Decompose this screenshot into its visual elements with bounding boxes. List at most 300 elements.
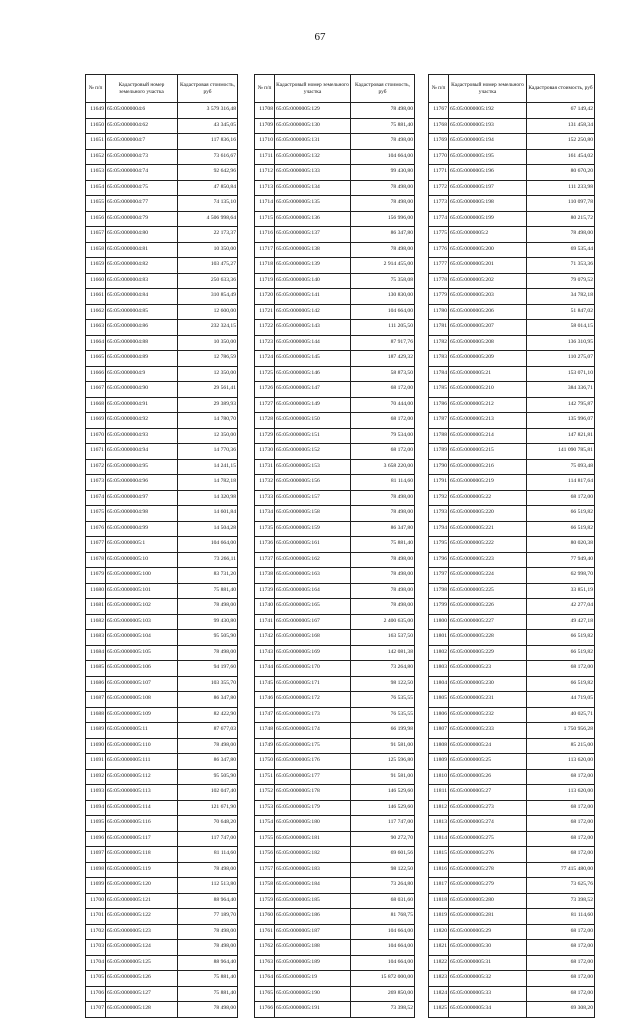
row-number: 11665 (86, 351, 106, 367)
cadastral-cost: 98 122,50 (351, 676, 415, 692)
cadastral-cost: 77 949,40 (527, 552, 595, 568)
cadastral-cost: 10 350,00 (178, 335, 238, 351)
header-cost: Кадастровая стоимость, руб (178, 75, 238, 103)
row-number: 11716 (255, 227, 275, 243)
row-number: 11735 (255, 521, 275, 537)
table-row (429, 552, 595, 568)
row-number: 11671 (86, 444, 106, 460)
cadastral-cost: 66 519,82 (527, 506, 595, 522)
cadastral-cost: 112 513,80 (178, 878, 238, 894)
row-number: 11768 (429, 118, 449, 134)
table-header-row (86, 75, 238, 103)
table-row (255, 382, 415, 398)
row-number: 11700 (86, 893, 106, 909)
row-number: 11737 (255, 552, 275, 568)
cadastral-cost: 117 747,00 (178, 831, 238, 847)
cadastral-cost: 88 964,40 (178, 893, 238, 909)
table-row (429, 692, 595, 708)
cadastral-cost: 81 114,60 (527, 909, 595, 925)
cadastral-number: 65:05:0000005:175 (275, 738, 351, 754)
row-number: 11722 (255, 320, 275, 336)
table-row (255, 893, 415, 909)
row-number: 11755 (255, 831, 275, 847)
header-cost: Кадастровая стоимость, руб (527, 75, 595, 103)
row-number: 11649 (86, 103, 106, 119)
table-row (429, 180, 595, 196)
cadastral-number: 65:05:0000005:135 (275, 196, 351, 212)
cadastral-number: 65:05:0000005:131 (275, 134, 351, 150)
cadastral-number: 65:05:0000005:223 (449, 552, 527, 568)
cadastral-number: 65:05:0000004:86 (106, 320, 178, 336)
row-number: 11702 (86, 924, 106, 940)
cadastral-cost: 66 519,82 (527, 676, 595, 692)
cadastral-cost: 79 079,52 (527, 273, 595, 289)
cadastral-cost: 142 795,87 (527, 397, 595, 413)
cadastral-number: 65:05:0000005:146 (275, 366, 351, 382)
table-row (255, 630, 415, 646)
table-row (255, 506, 415, 522)
row-number: 11668 (86, 397, 106, 413)
cadastral-cost: 81 114,60 (178, 847, 238, 863)
table-row (255, 692, 415, 708)
cadastral-cost: 82 422,90 (178, 707, 238, 723)
cadastral-number: 65:05:0000005:126 (106, 971, 178, 987)
cadastral-cost: 4 506 998,64 (178, 211, 238, 227)
row-number: 11680 (86, 583, 106, 599)
row-number: 11723 (255, 335, 275, 351)
row-number: 11698 (86, 862, 106, 878)
cadastral-cost: 14 320,98 (178, 490, 238, 506)
cadastral-cost: 232 324,15 (178, 320, 238, 336)
table-row (86, 506, 238, 522)
cadastral-cost: 83 731,20 (178, 568, 238, 584)
cadastral-cost: 58 014,15 (527, 320, 595, 336)
cadastral-cost: 78 498,00 (178, 1002, 238, 1018)
cadastral-cost: 81 114,60 (351, 475, 415, 491)
cadastral-number: 65:05:0000005:102 (106, 599, 178, 615)
cadastral-cost: 78 498,00 (351, 242, 415, 258)
table-row (429, 924, 595, 940)
cadastral-cost: 40 025,71 (527, 707, 595, 723)
table-row (429, 1002, 595, 1018)
cadastral-cost: 78 498,00 (178, 738, 238, 754)
table-row (429, 831, 595, 847)
header-cadastral: Кадастровый номер земельного участка (275, 75, 351, 103)
cadastral-number: 65:05:0000005:125 (106, 955, 178, 971)
cadastral-number: 65:05:0000005:136 (275, 211, 351, 227)
table-row (255, 258, 415, 274)
row-number: 11717 (255, 242, 275, 258)
table-row (255, 754, 415, 770)
cadastral-cost: 14 782,18 (178, 475, 238, 491)
table-row (255, 103, 415, 119)
cadastral-cost: 250 633,36 (178, 273, 238, 289)
table-row (86, 800, 238, 816)
cadastral-number: 65:05:0000005:157 (275, 490, 351, 506)
table-row (429, 676, 595, 692)
cadastral-number: 65:05:0000005:141 (275, 289, 351, 305)
cadastral-cost: 102 047,40 (178, 785, 238, 801)
cadastral-number: 65:05:0000005:192 (449, 103, 527, 119)
row-number: 11797 (429, 568, 449, 584)
table-row (255, 366, 415, 382)
cadastral-number: 65:05:0000005:198 (449, 196, 527, 212)
row-number: 11793 (429, 506, 449, 522)
row-number: 11689 (86, 723, 106, 739)
cadastral-number: 65:05:0000005:190 (275, 986, 351, 1002)
table-row (429, 242, 595, 258)
cadastral-cost: 78 498,00 (351, 583, 415, 599)
cadastral-number: 65:05:0000005:32 (449, 971, 527, 987)
table-row (86, 1002, 238, 1018)
cadastral-number: 65:05:0000005:183 (275, 862, 351, 878)
row-number: 11782 (429, 335, 449, 351)
row-number: 11752 (255, 785, 275, 801)
row-number: 11650 (86, 118, 106, 134)
cadastral-cost: 2 400 635,00 (351, 614, 415, 630)
cadastral-number: 65:05:0000005:110 (106, 738, 178, 754)
table-row (429, 738, 595, 754)
table-row (86, 630, 238, 646)
table-row (429, 971, 595, 987)
cadastral-cost: 117 747,00 (351, 816, 415, 832)
cadastral-cost: 110 097,78 (527, 196, 595, 212)
cadastral-cost: 62 998,70 (527, 568, 595, 584)
table-row (86, 754, 238, 770)
cadastral-cost: 70 648,20 (178, 816, 238, 832)
row-number: 11661 (86, 289, 106, 305)
row-number: 11771 (429, 165, 449, 181)
cadastral-number: 65:05:0000005:216 (449, 459, 527, 475)
cadastral-number: 65:05:0000005:145 (275, 351, 351, 367)
table-row (86, 490, 238, 506)
table-row (86, 583, 238, 599)
cadastral-number: 65:05:0000004:83 (106, 273, 178, 289)
cadastral-cost: 187 429,32 (351, 351, 415, 367)
cadastral-cost: 22 173,37 (178, 227, 238, 243)
cadastral-cost: 78 498,00 (351, 196, 415, 212)
table-row (255, 304, 415, 320)
table-row (429, 583, 595, 599)
cadastral-cost: 86 347,80 (178, 692, 238, 708)
row-number: 11710 (255, 134, 275, 150)
cadastral-cost: 69 601,56 (351, 847, 415, 863)
row-number: 11713 (255, 180, 275, 196)
table-row (429, 537, 595, 553)
row-number: 11729 (255, 428, 275, 444)
cadastral-number: 65:05:0000004:89 (106, 351, 178, 367)
row-number: 11720 (255, 289, 275, 305)
row-number: 11790 (429, 459, 449, 475)
cadastral-number: 65:05:0000005:275 (449, 831, 527, 847)
cadastral-cost: 85 215,00 (527, 738, 595, 754)
cadastral-cost: 86 347,80 (351, 227, 415, 243)
row-number: 11743 (255, 645, 275, 661)
cadastral-number: 65:05:0000005:119 (106, 862, 178, 878)
cadastral-number: 65:05:0000005:121 (106, 893, 178, 909)
table-row (86, 847, 238, 863)
table-row (429, 382, 595, 398)
cadastral-cost: 12 350,00 (178, 366, 238, 382)
table-row (86, 769, 238, 785)
cadastral-number: 65:05:0000005:108 (106, 692, 178, 708)
cadastral-cost: 146 529,60 (351, 800, 415, 816)
cadastral-number: 65:05:0000005:212 (449, 397, 527, 413)
table-row (429, 351, 595, 367)
cadastral-number: 65:05:0000005:156 (275, 475, 351, 491)
row-number: 11799 (429, 599, 449, 615)
cadastral-cost: 310 854,49 (178, 289, 238, 305)
cadastral-number: 65:05:0000005:224 (449, 568, 527, 584)
row-number: 11696 (86, 831, 106, 847)
row-number: 11802 (429, 645, 449, 661)
cadastral-table-2 (254, 74, 415, 1018)
cadastral-number: 65:05:0000005:122 (106, 909, 178, 925)
row-number: 11660 (86, 273, 106, 289)
row-number: 11692 (86, 769, 106, 785)
cadastral-number: 65:05:0000005:165 (275, 599, 351, 615)
cadastral-cost: 78 498,00 (178, 924, 238, 940)
row-number: 11780 (429, 304, 449, 320)
row-number: 11742 (255, 630, 275, 646)
cadastral-number: 65:05:0000005:149 (275, 397, 351, 413)
cadastral-number: 65:05:0000004:93 (106, 428, 178, 444)
row-number: 11807 (429, 723, 449, 739)
cadastral-number: 65:05:0000004:62 (106, 118, 178, 134)
cadastral-number: 65:05:0000005:140 (275, 273, 351, 289)
cadastral-number: 65:05:0000005:193 (449, 118, 527, 134)
cadastral-number: 65:05:0000005:29 (449, 924, 527, 940)
table-row (255, 211, 415, 227)
table-row (86, 103, 238, 119)
table-row (86, 273, 238, 289)
row-number: 11711 (255, 149, 275, 165)
page-number: 67 (314, 31, 326, 43)
row-number: 11730 (255, 444, 275, 460)
cadastral-cost: 14 770,36 (178, 444, 238, 460)
row-number: 11706 (86, 986, 106, 1002)
cadastral-cost: 141 090 785,81 (527, 444, 595, 460)
row-number: 11746 (255, 692, 275, 708)
row-number: 11825 (429, 1002, 449, 1018)
cadastral-number: 65:05:0000005:222 (449, 537, 527, 553)
row-number: 11796 (429, 552, 449, 568)
table-row (429, 211, 595, 227)
table-row (255, 227, 415, 243)
cadastral-number: 65:05:0000005:152 (275, 444, 351, 460)
table-row (86, 940, 238, 956)
cadastral-cost: 76 535,55 (351, 692, 415, 708)
table-row (429, 630, 595, 646)
cadastral-number: 65:05:0000005:225 (449, 583, 527, 599)
cadastral-number: 65:05:0000004:90 (106, 382, 178, 398)
cadastral-cost: 92 642,96 (178, 165, 238, 181)
table-row (255, 413, 415, 429)
row-number: 11679 (86, 568, 106, 584)
row-number: 11770 (429, 149, 449, 165)
table-row (255, 645, 415, 661)
cadastral-number: 65:05:0000005:142 (275, 304, 351, 320)
cadastral-number: 65:05:0000005:201 (449, 258, 527, 274)
row-number: 11787 (429, 413, 449, 429)
row-number: 11673 (86, 475, 106, 491)
cadastral-number: 65:05:0000005:113 (106, 785, 178, 801)
row-number: 11776 (429, 242, 449, 258)
cadastral-cost: 75 881,40 (351, 118, 415, 134)
cadastral-number: 65:05:0000005:186 (275, 909, 351, 925)
cadastral-cost: 146 529,60 (351, 785, 415, 801)
cadastral-cost: 80 215,72 (527, 211, 595, 227)
cadastral-cost: 95 505,90 (178, 630, 238, 646)
table-row (86, 118, 238, 134)
cadastral-number: 65:05:0000005:207 (449, 320, 527, 336)
cadastral-number: 65:05:0000005:227 (449, 614, 527, 630)
table-row (429, 614, 595, 630)
table-row (86, 196, 238, 212)
cadastral-number: 65:05:0000004:7 (106, 134, 178, 150)
cadastral-cost: 66 519,82 (527, 645, 595, 661)
table-row (255, 614, 415, 630)
cadastral-number: 65:05:0000005:196 (449, 165, 527, 181)
cadastral-cost: 14 780,70 (178, 413, 238, 429)
row-number: 11695 (86, 816, 106, 832)
cadastral-cost: 111 205,50 (351, 320, 415, 336)
row-number: 11753 (255, 800, 275, 816)
table-row (429, 335, 595, 351)
table-row (255, 924, 415, 940)
cadastral-cost: 78 498,00 (351, 506, 415, 522)
table-row (429, 986, 595, 1002)
cadastral-number: 65:05:0000004:92 (106, 413, 178, 429)
cadastral-number: 65:05:0000005:23 (449, 661, 527, 677)
cadastral-number: 65:05:0000005:105 (106, 645, 178, 661)
cadastral-cost: 68 172,00 (527, 831, 595, 847)
cadastral-cost: 80 670,20 (527, 165, 595, 181)
cadastral-number: 65:05:0000005:200 (449, 242, 527, 258)
row-number: 11795 (429, 537, 449, 553)
cadastral-cost: 70 444,00 (351, 397, 415, 413)
row-number: 11699 (86, 878, 106, 894)
row-number: 11674 (86, 490, 106, 506)
table-row (255, 986, 415, 1002)
table-row (86, 304, 238, 320)
row-number: 11726 (255, 382, 275, 398)
cadastral-number: 65:05:0000005:11 (106, 723, 178, 739)
cadastral-cost: 66 199,98 (351, 723, 415, 739)
cadastral-cost: 78 498,00 (351, 552, 415, 568)
cadastral-number: 65:05:0000005:199 (449, 211, 527, 227)
table-row (86, 227, 238, 243)
table-row (86, 862, 238, 878)
row-number: 11733 (255, 490, 275, 506)
row-number: 11685 (86, 661, 106, 677)
row-number: 11656 (86, 211, 106, 227)
row-number: 11812 (429, 800, 449, 816)
cadastral-cost: 78 498,00 (351, 103, 415, 119)
cadastral-cost: 161 454,02 (527, 149, 595, 165)
table-row (429, 258, 595, 274)
cadastral-number: 65:05:0000005:112 (106, 769, 178, 785)
cadastral-number: 65:05:0000005:174 (275, 723, 351, 739)
row-number: 11815 (429, 847, 449, 863)
cadastral-cost: 2 914 455,00 (351, 258, 415, 274)
row-number: 11664 (86, 335, 106, 351)
cadastral-number: 65:05:0000005:150 (275, 413, 351, 429)
table-row (429, 103, 595, 119)
row-number: 11758 (255, 878, 275, 894)
row-number: 11677 (86, 537, 106, 553)
table-row (255, 521, 415, 537)
row-number: 11777 (429, 258, 449, 274)
table-row (429, 847, 595, 863)
cadastral-cost: 125 596,80 (351, 754, 415, 770)
cadastral-number: 65:05:0000005:100 (106, 568, 178, 584)
table-row (86, 816, 238, 832)
cadastral-number: 65:05:0000005:177 (275, 769, 351, 785)
table-row (255, 552, 415, 568)
cadastral-number: 65:05:0000005:273 (449, 800, 527, 816)
cadastral-cost: 75 358,08 (351, 273, 415, 289)
table-row (429, 475, 595, 491)
cadastral-cost: 1 750 956,28 (527, 723, 595, 739)
cadastral-table-3 (428, 74, 595, 1018)
row-number: 11809 (429, 754, 449, 770)
cadastral-number: 65:05:0000005:27 (449, 785, 527, 801)
row-number: 11769 (429, 134, 449, 150)
row-number: 11693 (86, 785, 106, 801)
row-number: 11654 (86, 180, 106, 196)
table-row (429, 862, 595, 878)
cadastral-number: 65:05:0000005:158 (275, 506, 351, 522)
cadastral-table-1 (85, 74, 238, 1018)
table-row (86, 568, 238, 584)
row-number: 11800 (429, 614, 449, 630)
table-row (255, 971, 415, 987)
cadastral-cost: 73 616,67 (178, 149, 238, 165)
row-number: 11681 (86, 599, 106, 615)
cadastral-number: 65:05:0000005:24 (449, 738, 527, 754)
row-number: 11690 (86, 738, 106, 754)
cadastral-cost: 104 664,00 (351, 924, 415, 940)
table-row (429, 878, 595, 894)
table-row (255, 661, 415, 677)
table-row (86, 351, 238, 367)
row-number: 11748 (255, 723, 275, 739)
table-row (255, 490, 415, 506)
table-row (86, 676, 238, 692)
cadastral-number: 65:05:0000005:281 (449, 909, 527, 925)
cadastral-cost: 103 475,27 (178, 258, 238, 274)
row-number: 11811 (429, 785, 449, 801)
cadastral-number: 65:05:0000005:144 (275, 335, 351, 351)
cadastral-cost: 95 505,90 (178, 769, 238, 785)
table-row (429, 118, 595, 134)
cadastral-cost: 91 581,00 (351, 738, 415, 754)
cadastral-cost: 3 579 316,48 (178, 103, 238, 119)
cadastral-number: 65:05:0000004:82 (106, 258, 178, 274)
table-row (255, 320, 415, 336)
cadastral-number: 65:05:0000005:139 (275, 258, 351, 274)
row-number: 11747 (255, 707, 275, 723)
cadastral-number: 65:05:0000005:230 (449, 676, 527, 692)
cadastral-number: 65:05:0000004:97 (106, 490, 178, 506)
table-row (86, 924, 238, 940)
row-number: 11728 (255, 413, 275, 429)
cadastral-cost: 114 817,64 (527, 475, 595, 491)
cadastral-cost: 67 149,42 (527, 103, 595, 119)
cadastral-number: 65:05:0000005:231 (449, 692, 527, 708)
row-number: 11779 (429, 289, 449, 305)
